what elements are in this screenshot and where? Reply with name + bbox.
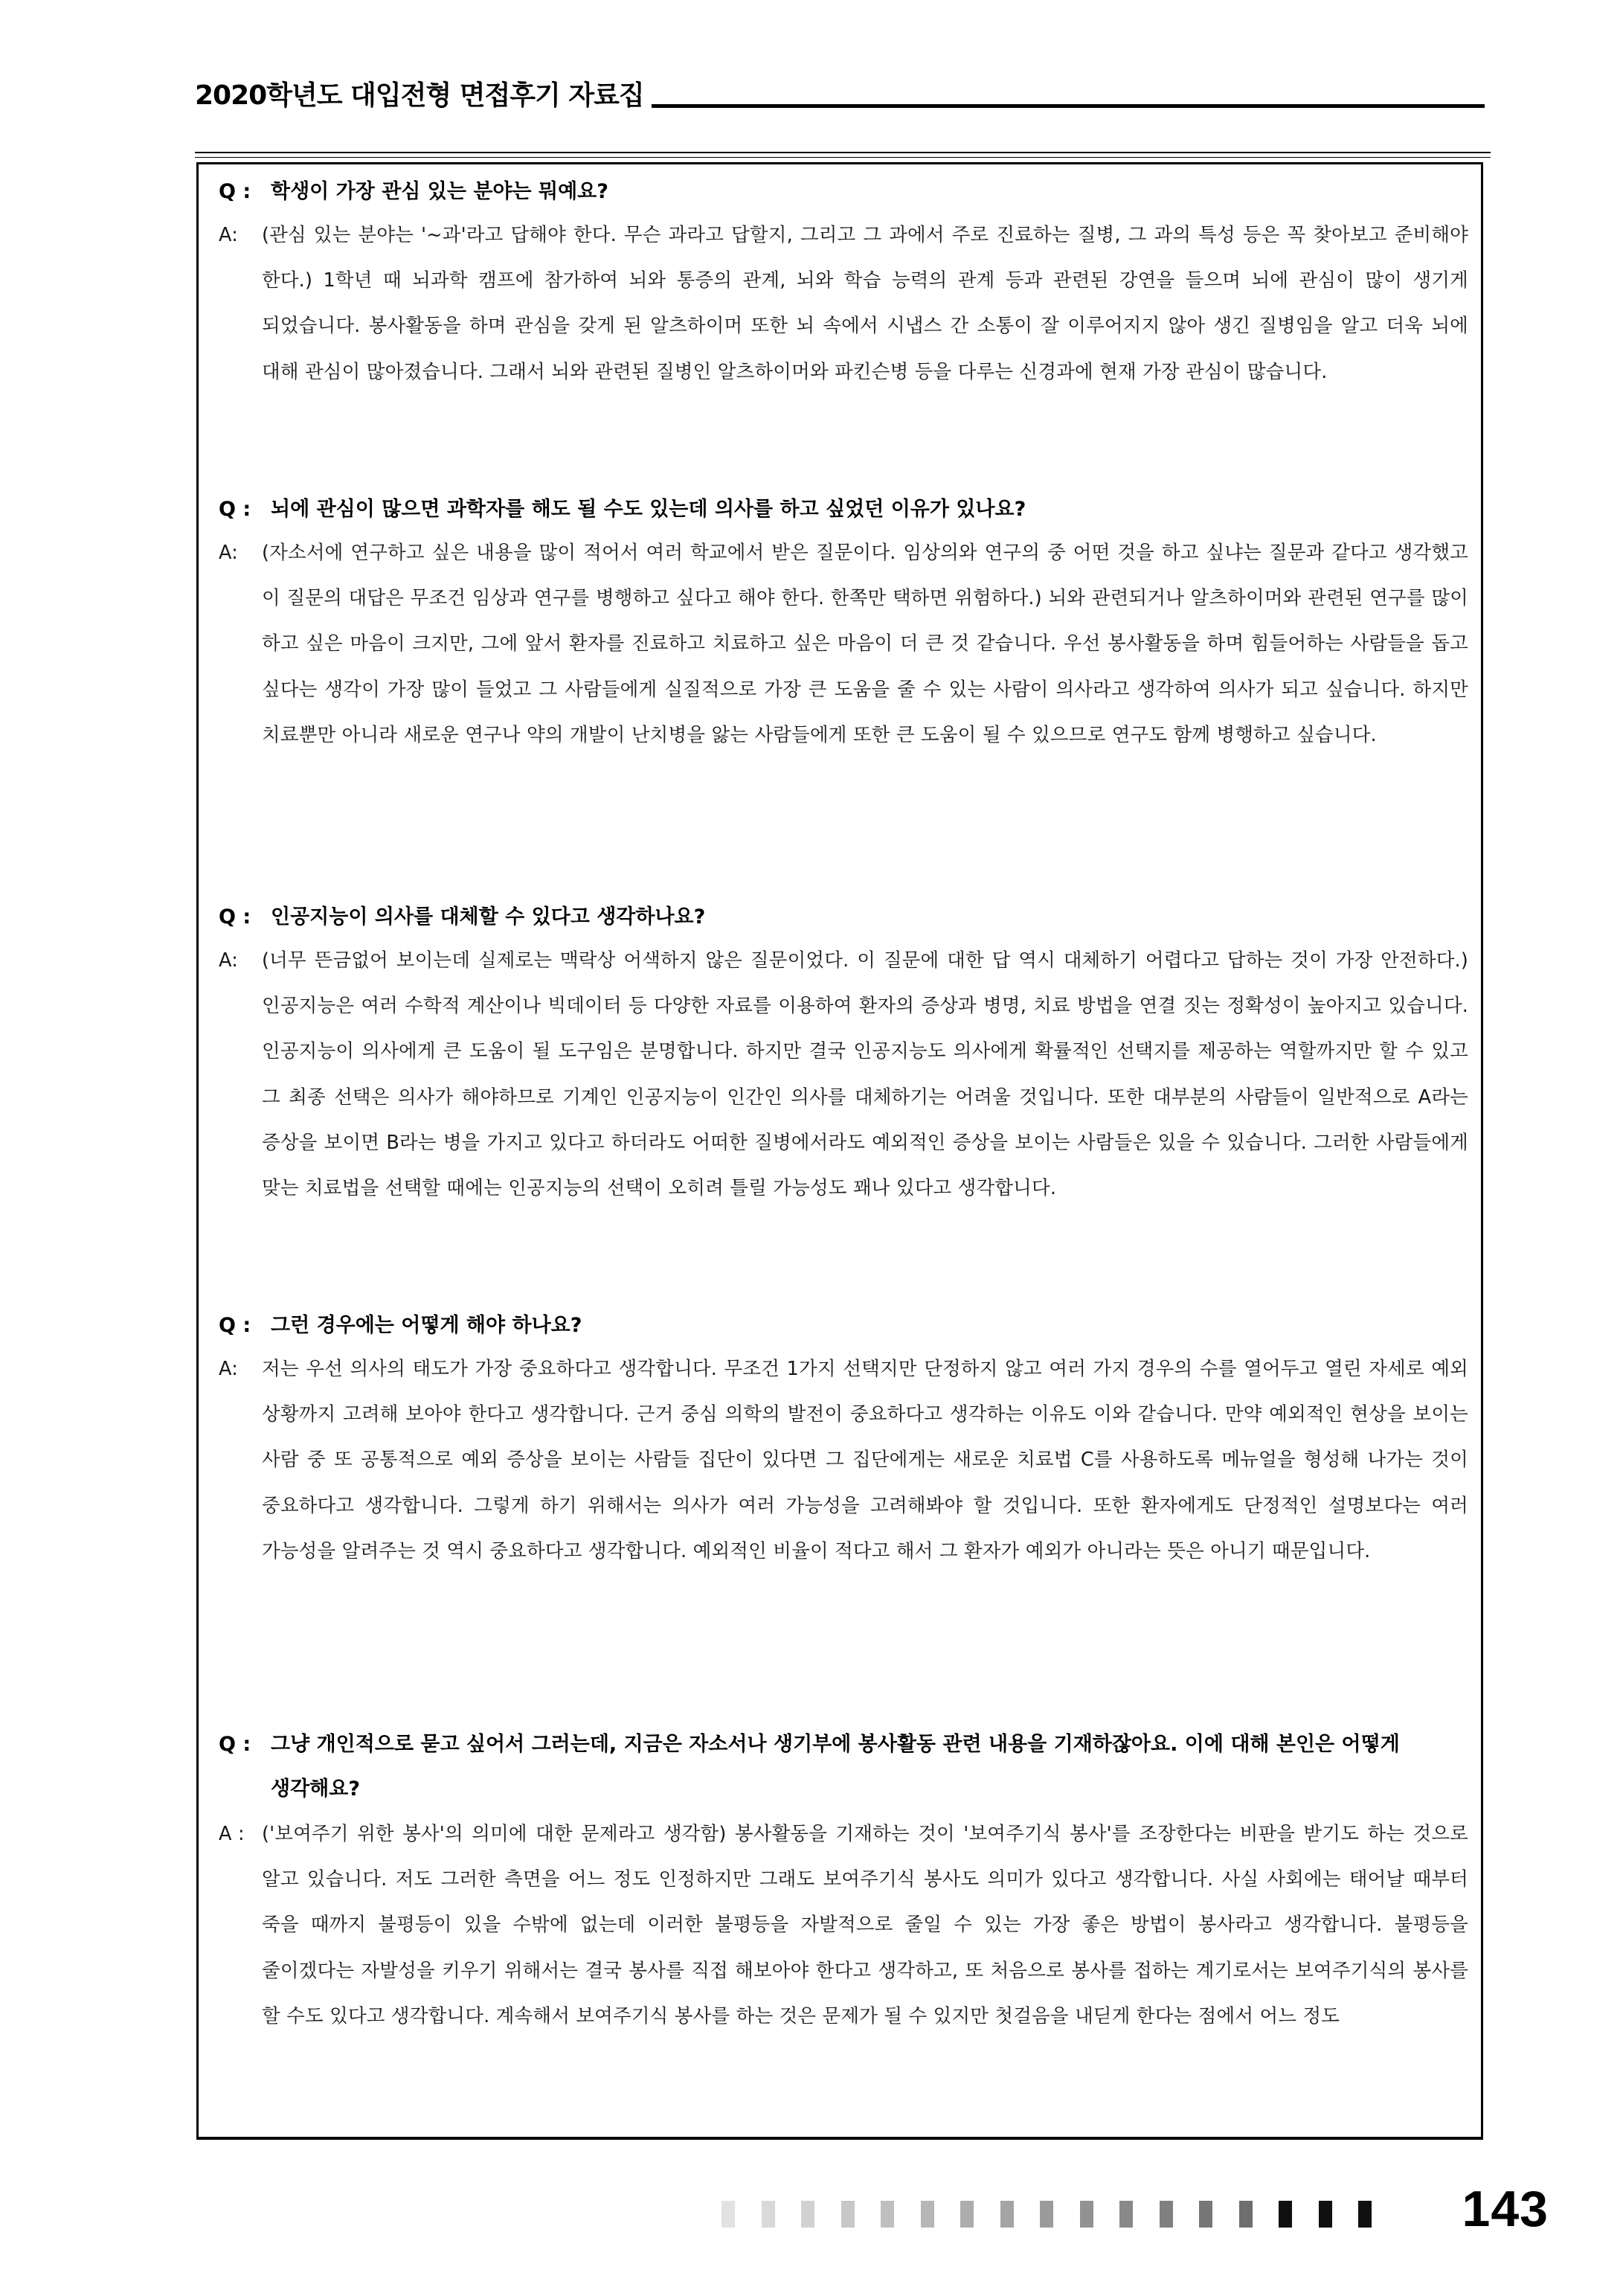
top-rule [195,152,1491,153]
answer-prefix: A: [219,1358,238,1380]
footer-marker [1160,2201,1173,2228]
answer [219,530,1468,758]
answer-text: ('보여주기 위한 봉사'의 의미에 대한 문제라고 생각함) 봉사활동을 기재하는 것이 '보여주기식 봉사'를 조장한다는 비판을 받기도 하는 것으로 알고 있습니다. 저도 그러한 측면을 어느 정도 인정하지만 그래도 보여주기식 봉사도 의미가 있다고 생각합니다. 사실 사회에는 태어날 때부터 죽을 때까지 불평등이 있을 수밖에 없는데 이러한 불평등을 자발적으로 줄일 수 있는 가장 좋은 방법이 봉사라고 생각합니다. 불평등을 줄이겠다는 자발성을 키우기 위해서는 결국 봉사를 직접 해보아야 한다고 생각하고, 또 처음으로 봉사를 접하는 계기로서는 보여주기식의 봉사를 할 수도 있다고 생각합니다. 계속해서 보여주기식 봉사를 하는 것은 문제가 될 수 있지만 첫걸음을 내딛게 한다는 점에서 어느 정도 [262,1823,1468,2027]
answer-prefix: A: [219,542,238,564]
footer-marker [921,2201,934,2228]
answer-prefix: A: [219,224,238,246]
answer [219,1812,1468,2039]
footer-marker [801,2201,814,2228]
answer-text: (자소서에 연구하고 싶은 내용을 많이 적어서 여러 학교에서 받은 질문이다. 임상의와 연구의 중 어떤 것을 하고 싶냐는 질문과 같다고 생각했고 이 질문의 대답은 무조건 임상과 연구를 병행하고 싶다고 해야 한다. 한쪽만 택하면 위험하다.) 뇌와 관련되거나 알츠하이머와 관련된 연구를 많이 하고 싶은 마음이 크지만, 그에 앞서 환자를 진료하고 치료하고 싶은 마음이 더 큰 것 같습니다. 우선 봉사활동을 하며 힘들어하는 사람들을 돕고 싶다는 생각이 가장 많이 들었고 그 사람들에게 실질적으로 가장 큰 도움을 줄 수 있는 사람이 의사라고 생각하여 의사가 되고 싶습니다. 하지만 치료뿐만 아니라 새로운 연구나 약의 개발이 난치병을 앓는 사람들에게 또한 큰 도움이 될 수 있으므로 연구도 함께 병행하고 싶습니다. [262,542,1468,746]
answer-text: (관심 있는 분야는 '~과'라고 답해야 한다. 무슨 과라고 답할지, 그리고 그 과에서 주로 진료하는 질병, 그 과의 특성 등은 꼭 찾아보고 준비해야 한다.) 1학년 때 뇌과학 캠프에 참가하여 뇌와 통증의 관계, 뇌와 학습 능력의 관계 등과 관련된 강연을 들으며 뇌에 관심이 많이 생기게 되었습니다. 봉사활동을 하며 관심을 갖게 된 알츠하이머 또한 뇌 속에서 시냅스 간 소통이 잘 이루어지지 않아 생긴 질병임을 알고 더욱 뇌에 대해 관심이 많아졌습니다. 그래서 뇌와 관련된 질병인 알츠하이머와 파킨슨병 등을 다루는 신경과에 현재 가장 관심이 많습니다. [262,224,1468,383]
footer-marker [1040,2201,1053,2228]
header-rule [652,104,1485,108]
question [219,1311,1468,1341]
question-prefix: Q : [219,1733,251,1756]
footer-marker [960,2201,974,2228]
qa-item [219,177,1468,395]
answer-prefix: A: [219,949,238,972]
question [219,495,1468,525]
qa-item [219,1722,1468,2039]
footer-marker [841,2201,855,2228]
answer-text: (너무 뜬금없어 보이는데 실제로는 맥락상 어색하지 않은 질문이었다. 이 질문에 대한 답 역시 대체하기 어렵다고 답하는 것이 가장 안전하다.) 인공지능은 여러 수학적 계산이나 빅데이터 등 다양한 자료를 이용하여 환자의 증상과 병명, 치료 방법을 연결 짓는 정확성이 높아지고 있습니다. 인공지능이 의사에게 큰 도움이 될 도구임은 분명합니다. 하지만 결국 인공지능도 의사에게 확률적인 선택지를 제공하는 역할까지만 할 수 있고 그 최종 선택은 의사가 해야하므로 기계인 인공지능이 인간인 의사를 대체하기는 어려울 것입니다. 또한 대부분의 사람들이 일반적으로 A라는 증상을 보이면 B라는 병을 가지고 있다고 하더라도 어떠한 질병에서라도 예외적인 증상을 보이는 사람들은 있을 수 있습니다. 그러한 사람들에게 맞는 치료법을 선택할 때에는 인공지능의 선택이 오히려 틀릴 가능성도 꽤나 있다고 생각합니다. [262,949,1469,1200]
top-rule-thin [195,157,1491,158]
qa-item [219,902,1468,1211]
answer-prefix: A : [219,1823,245,1845]
question [219,177,1468,207]
footer-marker [1279,2201,1292,2228]
document-header-title: 2020학년도 대입전형 면접후기 자료집 [195,80,644,111]
answer [219,213,1468,395]
footer-marker [1199,2201,1212,2228]
footer-marker [721,2201,735,2228]
question-text: 인공지능이 의사를 대체할 수 있다고 생각하나요? [271,905,706,929]
footer-marker [1319,2201,1332,2228]
question-prefix: Q : [219,180,251,203]
footer-marker [1119,2201,1133,2228]
footer-marker-strip [721,2187,1480,2225]
footer-marker [762,2201,775,2228]
footer-marker [881,2201,894,2228]
answer [219,1347,1468,1574]
qa-item [219,1311,1468,1574]
footer-marker [1080,2201,1093,2228]
footer-marker [1000,2201,1014,2228]
answer-text: 저는 우선 의사의 태도가 가장 중요하다고 생각합니다. 무조건 1가지 선택지만 단정하지 않고 여러 가지 경우의 수를 열어두고 열린 자세로 예외 상황까지 고려해 보아야 한다고 생각합니다. 근거 중심 의학의 발전이 중요하다고 생각하는 이유도 이와 같습니다. 만약 예외적인 현상을 보이는 사람 중 또 공통적으로 예외 증상을 보이는 사람들 집단이 있다면 그 집단에게는 새로운 치료법 C를 사용하도록 메뉴얼을 형성해 나가는 것이 중요하다고 생각합니다. 그렇게 하기 위해서는 의사가 여러 가능성을 고려해봐야 할 것입니다. 또한 환자에게도 단정적인 설명보다는 여러 가능성을 알려주는 것 역시 중요하다고 생각합니다. 예외적인 비율이 적다고 해서 그 환자가 예외가 아니라는 뜻은 아니기 때문입니다. [262,1358,1468,1562]
question-prefix: Q : [219,498,251,521]
question-text: 그런 경우에는 어떻게 해야 하나요? [271,1314,582,1337]
question-text: 뇌에 관심이 많으면 과학자를 해도 될 수도 있는데 의사를 하고 싶었던 이유가 있나요? [271,498,1026,521]
answer [219,938,1468,1211]
question [219,902,1468,932]
qa-item [219,495,1468,758]
question-text: 그냥 개인적으로 묻고 싶어서 그러는데, 지금은 자소서나 생기부에 봉사활동 관련 내용을 기재하잖아요. 이에 대해 본인은 어떻게 생각해요? [271,1733,1400,1800]
question [219,1722,1468,1812]
question-prefix: Q : [219,1314,251,1337]
footer-marker [1239,2201,1253,2228]
page-number: 143 [1462,2181,1549,2237]
footer-marker [1358,2201,1372,2228]
question-text: 학생이 가장 관심 있는 분야는 뭐예요? [271,180,608,203]
question-prefix: Q : [219,905,251,929]
